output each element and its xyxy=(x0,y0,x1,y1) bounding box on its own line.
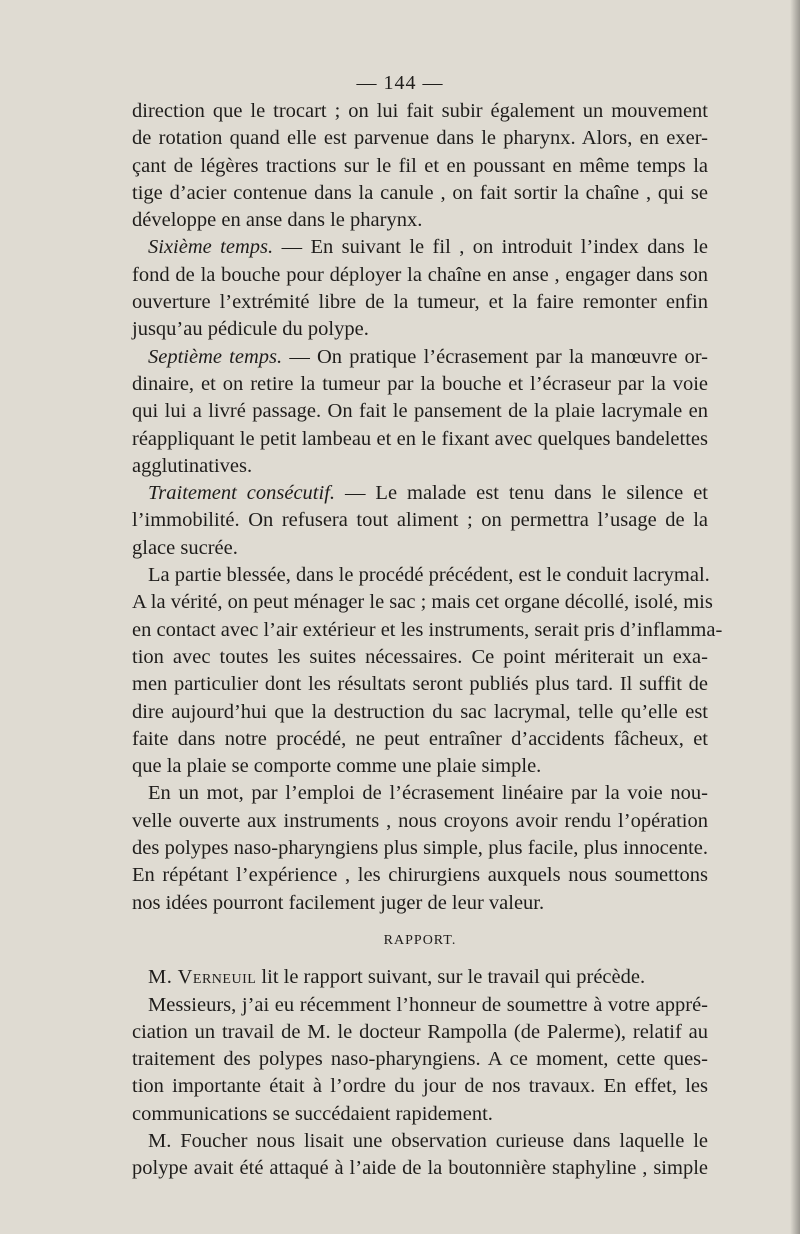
text-fragment: — En suivant le fil , on introduit l’index dans le xyxy=(281,236,708,259)
text-line xyxy=(132,344,708,371)
text-line: que la plaie se comporte comme une plaie simple. xyxy=(132,755,542,778)
text-line: de rotation quand elle est parvenue dans le pharynx. Alors, en exer- xyxy=(132,127,708,150)
spacer xyxy=(132,954,708,964)
text-line: l’immobilité. On refusera tout aliment ; on permettra l’usage de la xyxy=(132,509,708,532)
text-line: qui lui a livré passage. On fait le pansement de la plaie lacrymale en xyxy=(132,400,708,423)
text-line: çant de légères tractions sur le fil et en poussant en même temps la xyxy=(132,154,708,177)
text-line: polype avait été attaqué à l’aide de la boutonnière staphyline , simple xyxy=(132,1157,708,1180)
text-line: réappliquant le petit lambeau et en le fixant avec quelques bandelettes xyxy=(132,427,708,450)
text-fragment: — On pratique l’écrasement par la manœuvre or- xyxy=(289,345,708,368)
text-fragment: — Le malade est tenu dans le silence et xyxy=(344,482,709,505)
text-line: nos idées pourront facilement juger de leur valeur. xyxy=(132,891,545,914)
paragraph-9 xyxy=(132,1128,708,1183)
text-fragment: lit le rapport suivant, sur le travail qui précède. xyxy=(261,966,646,989)
text-line: men particulier dont les résultats seront publiés plus tard. Il suffit de xyxy=(132,673,708,696)
text-line: jusqu’au pédicule du polype. xyxy=(132,318,369,341)
paragraph-8 xyxy=(132,992,708,1128)
text-line: faite dans notre procédé, ne peut entraîner d’accidents fâcheux, et xyxy=(132,727,708,750)
text-line: En répétant l’expérience , les chirurgiens auxquels nous soumettons xyxy=(132,864,708,887)
text-line: tige d’acier contenue dans la canule , on fait sortir la chaîne , qui se xyxy=(132,181,708,204)
text-line: des polypes naso-pharyngiens plus simple, plus facile, plus innocente. xyxy=(132,837,708,860)
text-line: ouverture l’extrémité libre de la tumeur, et la faire remonter enfin xyxy=(132,291,708,314)
text-line xyxy=(132,964,708,991)
text-line: Messieurs, j’ai eu récemment l’honneur de soumettre à votre appré- xyxy=(148,993,708,1016)
paragraph-septieme-temps xyxy=(132,344,708,480)
paragraph-sixieme-temps xyxy=(132,234,708,343)
text-line: tion avec toutes les suites nécessaires. Ce point mériterait un exa- xyxy=(132,645,708,668)
paragraph-6 xyxy=(132,780,708,916)
text-line: tion importante était à l’ordre du jour de nos travaux. En effet, les xyxy=(132,1075,708,1098)
paragraph-1 xyxy=(132,98,708,234)
text-line: développe en anse dans le pharynx. xyxy=(132,209,423,232)
text-line xyxy=(132,234,708,261)
paragraph-5 xyxy=(132,562,723,780)
paragraph-heading: Septième temps. xyxy=(148,345,283,368)
text-line: dire aujourd’hui que la destruction du sac lacrymal, telle qu’elle est xyxy=(132,700,708,723)
text-line: M. Foucher nous lisait une observation curieuse dans laquelle le xyxy=(148,1129,708,1152)
text-line: agglutinatives. xyxy=(132,454,253,477)
text-line: traitement des polypes naso-pharyngiens. A ce moment, cette ques- xyxy=(132,1048,708,1071)
text-line: en contact avec l’air extérieur et les instruments, serait pris d’inflamma- xyxy=(132,618,723,641)
paragraph-7 xyxy=(132,964,708,991)
text-line: dinaire, et on retire la tumeur par la bouche et l’écraseur par la voie xyxy=(132,372,708,395)
text-line: velle ouverte aux instruments , nous croyons avoir rendu l’opération xyxy=(132,809,708,832)
text-line: fond de la bouche pour déployer la chaîne en anse , engager dans son xyxy=(132,263,708,286)
paragraph-traitement-consecutif xyxy=(132,480,708,562)
paragraph-heading: Traitement consécutif. xyxy=(148,482,336,505)
text-line: direction que le trocart ; on lui fait subir également un mouvement xyxy=(132,100,708,122)
text-line: ciation un travail de M. le docteur Rampolla (de Palerme), relatif au xyxy=(132,1020,708,1043)
spacer xyxy=(132,917,708,927)
paragraph-heading: Sixième temps. xyxy=(148,236,274,259)
section-heading: RAPPORT. xyxy=(383,932,457,948)
body-text xyxy=(132,98,723,1183)
text-line: En un mot, par l’emploi de l’écrasement linéaire par la voie nou- xyxy=(148,782,708,805)
text-line: La partie blessée, dans le procédé précédent, est le conduit lacrymal. xyxy=(148,564,710,587)
text-line: communications se succédaient rapidement. xyxy=(132,1102,493,1125)
text-line xyxy=(132,480,708,507)
page-number: — 144 — xyxy=(356,72,444,94)
text-line: glace sucrée. xyxy=(132,536,238,559)
speaker-name: M. Verneuil xyxy=(148,966,257,989)
text-line: A la vérité, on peut ménager le sac ; mais cet organe décollé, isolé, mis xyxy=(132,591,713,614)
